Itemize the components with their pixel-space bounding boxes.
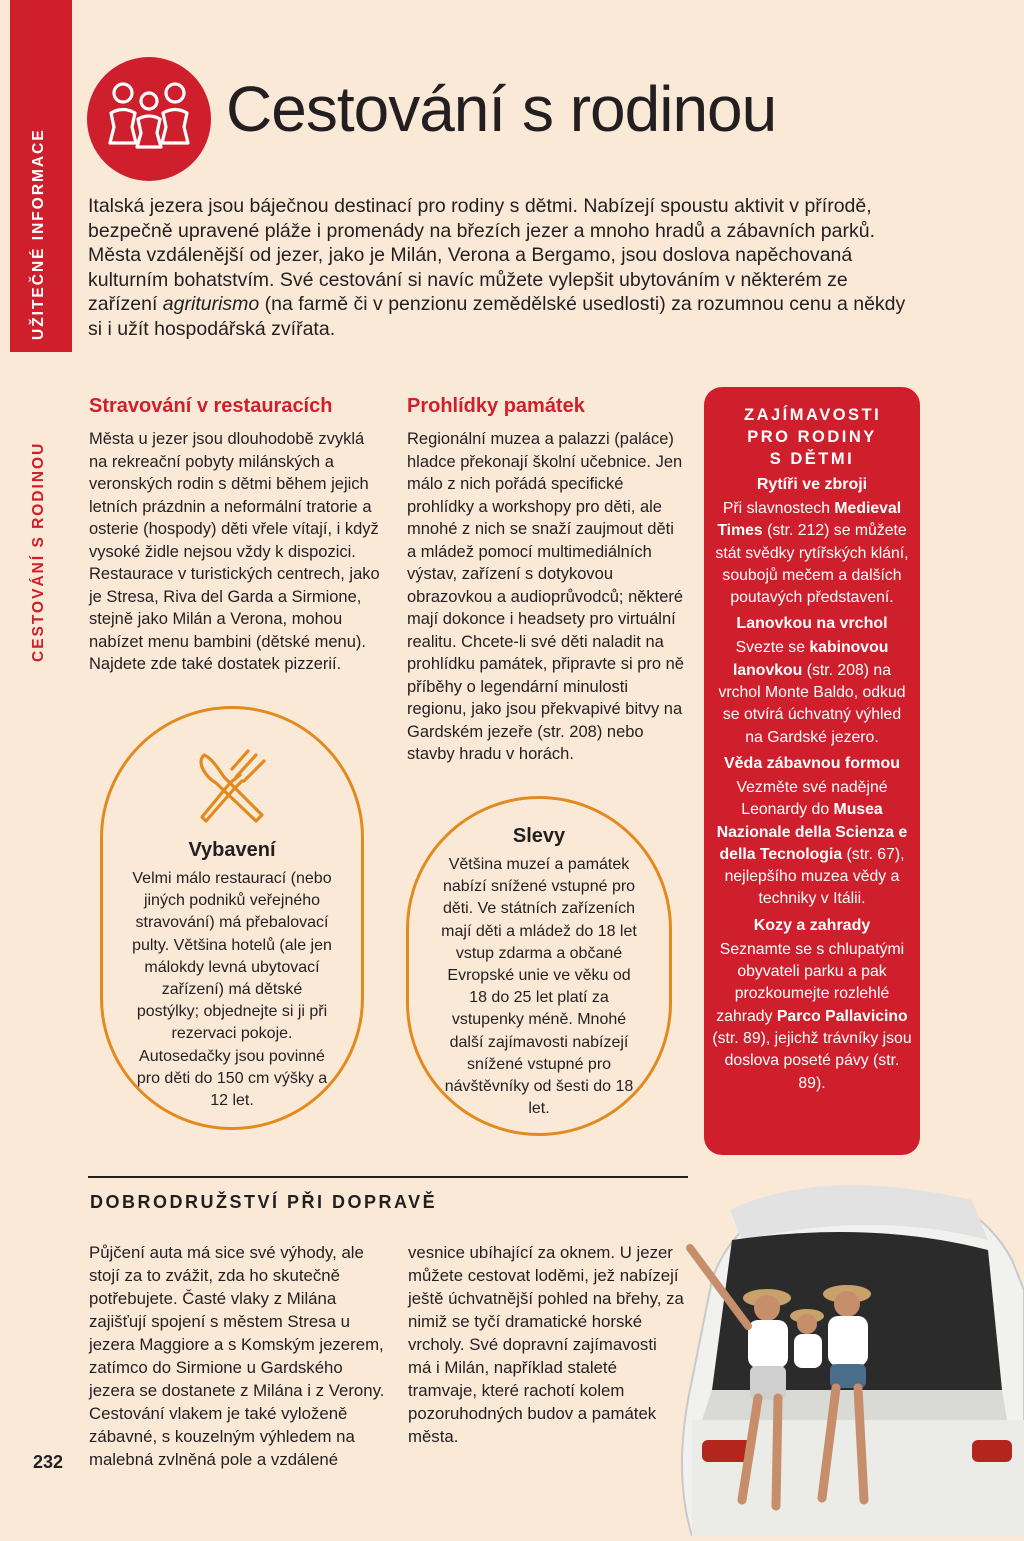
sidebar-top-label: UŽITEČNÉ INFORMACE bbox=[30, 128, 47, 340]
highlights-box bbox=[704, 387, 920, 1155]
section-divider bbox=[88, 1176, 688, 1178]
highlight-heading: Rytíři ve zbroji bbox=[756, 476, 868, 493]
highlight-text: Vezměte své nadějné Leonardy do Musea Nazionale della Scienza e della Tecnologia (str. 67), nejlepšího muzea vědy a techniky v Itálii. bbox=[716, 778, 908, 908]
facilities-card bbox=[100, 706, 364, 1130]
sidebar-section-label: CESTOVÁNÍ S RODINOU bbox=[30, 441, 47, 662]
highlight-text: Seznamte se s chlupatými obyvateli parku a pak prozkoumejte rozlehlé zahrady Parco Pallavicino (str. 89), jejichž trávníky jsou doslova poseté pávy (str. 89). bbox=[712, 940, 912, 1092]
highlight-item bbox=[704, 613, 920, 748]
highlight-heading: Lanovkou na vrchol bbox=[736, 615, 888, 633]
highlight-item bbox=[704, 753, 920, 911]
transport-heading: DOBRODRUŽSTVÍ PŘI DOPRAVĚ bbox=[90, 1192, 438, 1212]
family-icon bbox=[87, 57, 211, 181]
intro-paragraph bbox=[88, 194, 908, 341]
family-car-photo bbox=[672, 1170, 1024, 1536]
highlight-heading: Věda zábavnou formou bbox=[723, 754, 901, 772]
page-number: 232 bbox=[33, 1452, 64, 1472]
discounts-text: Většina muzeí a památek nabízí snížené vstupné pro děti. Ve státních zařízeních mají děti a mládež do 18 let vstup zdarma a občané Evropské unie ve věku od 18 do 25 let platí za vstupenky méně. Mnohé další zajímavosti nabízejí snížené vstupné pro návštěvníky od šesti do 18 let. bbox=[441, 856, 637, 1118]
intro-text-before: Italská jezera jsou báječnou destinací pro rodiny s dětmi. Nabízejí spoustu aktivit v přírodě, bezpečně upravené pláže i promenády na březích jezer a mnoho hradů a zábavních parků. Města vzdálenější od jezer, jako je Milán, Verona a Bergamo, jsou doslova napěchovaná kulturním bohatstvím. Své cestování si navíc můžete vylepšit ubytováním v některém ze zařízení bbox=[88, 195, 875, 315]
sights-heading: Prohlídky památek bbox=[407, 395, 585, 417]
discounts-card bbox=[406, 796, 672, 1136]
highlight-heading: Kozy a zahrady bbox=[753, 916, 871, 934]
facilities-heading: Vybavení bbox=[188, 839, 276, 861]
transport-text-col2: vesnice ubíhající za oknem. U jezer můžete cestovat loděmi, jež nabízejí ještě úchvatnější pohled na břehy, za nimiž se tyčí dramatické horské vrcholy. Své dopravní zajímavosti má i Milán, například staleté tramvaje, které rachotí kolem pozoruhodných budov a památek města. bbox=[408, 1243, 684, 1446]
dining-text: Města u jezer jsou dlouhodobě zvyklá na rekreační pobyty milánských a veronských rodin s dětmi během jejich letních prázdnin a neformální tratorie a osterie (hospody) děti vřele vítají, i když vysoké židle nejsou vždy k dispozici. Restaurace v turistických centrech, jako je Stresa, Riva del Garda a Sirmione, stejně jako Milán a Verona, mohou nabízet menu bambini (dětské menu). Najdete zde také dostatek pizzerií. bbox=[89, 430, 380, 673]
highlight-item bbox=[704, 915, 920, 1095]
dining-heading: Stravování v restauracích bbox=[89, 395, 333, 417]
highlight-text: Při slavnostech Medieval Times (str. 212) se můžete stát svědky rytířských klání, soubojů mečem a dalších poutavých představení. bbox=[715, 500, 909, 607]
discounts-heading: Slevy bbox=[512, 825, 566, 847]
page-title: Cestování s rodinou bbox=[226, 73, 777, 145]
sights-text: Regionální muzea a palazzi (paláce) hladce překonají školní učebnice. Jen málo z nich pořádá specifické prohlídky a workshopy pro děti, ale mnohé z nich se snaží zaujmout děti a mládež pomocí multimediálních výstav, zařízení s dotykovou obrazovkou a audioprůvodců; některé mají dokonce i headsety pro virtuální realitu. Chcete-li své děti naladit na prohlídku památek, připravte si pro ně příběhy o legendární minulosti regionu, jako jsou překvapivé bitvy na Gardském jezeře (str. 208) nebo stavby hradu v horách. bbox=[407, 430, 684, 763]
highlight-item bbox=[704, 474, 920, 609]
highlight-text: Svezte se kabinovou lanovkou (str. 208) na vrchol Monte Baldo, odkud se otvírá úchvatný výhled na Gardské jezero. bbox=[718, 639, 906, 746]
facilities-text: Velmi málo restaurací (nebo jiných podniků veřejného stravování) má přebalovací pulty. Většina hotelů (ale jen málokdy levná ubytovací zařízení) má dětské postýlky; objednejte si ji při rezervaci pokoje. Autosedačky jsou povinné pro děti do 150 cm výšky a 12 let. bbox=[132, 870, 332, 1110]
highlights-title: ZAJÍMAVOSTI PRO RODINY S DĚTMI bbox=[744, 406, 882, 468]
intro-text-after: (na farmě či v penzionu zemědělské usedlosti) za rozumnou cenu a někdy si i užít hospodářská zvířata. bbox=[88, 293, 906, 340]
transport-text-col1: Půjčení auta má sice své výhody, ale stojí za to zvážit, zda ho skutečně potřebujete. Časté vlaky z Milána zajišťují spojení s městem Stresa u jezera Maggiore a s Komským jezerem, zatímco do Sirmione u Gardského jezera se dostanete z Milána i z Verony. Cestování vlakem je také vyloženě zábavné, s kouzelným výhledem na malebná zvlněná pole a vzdálené bbox=[89, 1243, 385, 1469]
sidebar bbox=[10, 0, 72, 1536]
fork-knife-icon bbox=[129, 747, 335, 835]
intro-italic-term: agriturismo bbox=[162, 293, 260, 315]
